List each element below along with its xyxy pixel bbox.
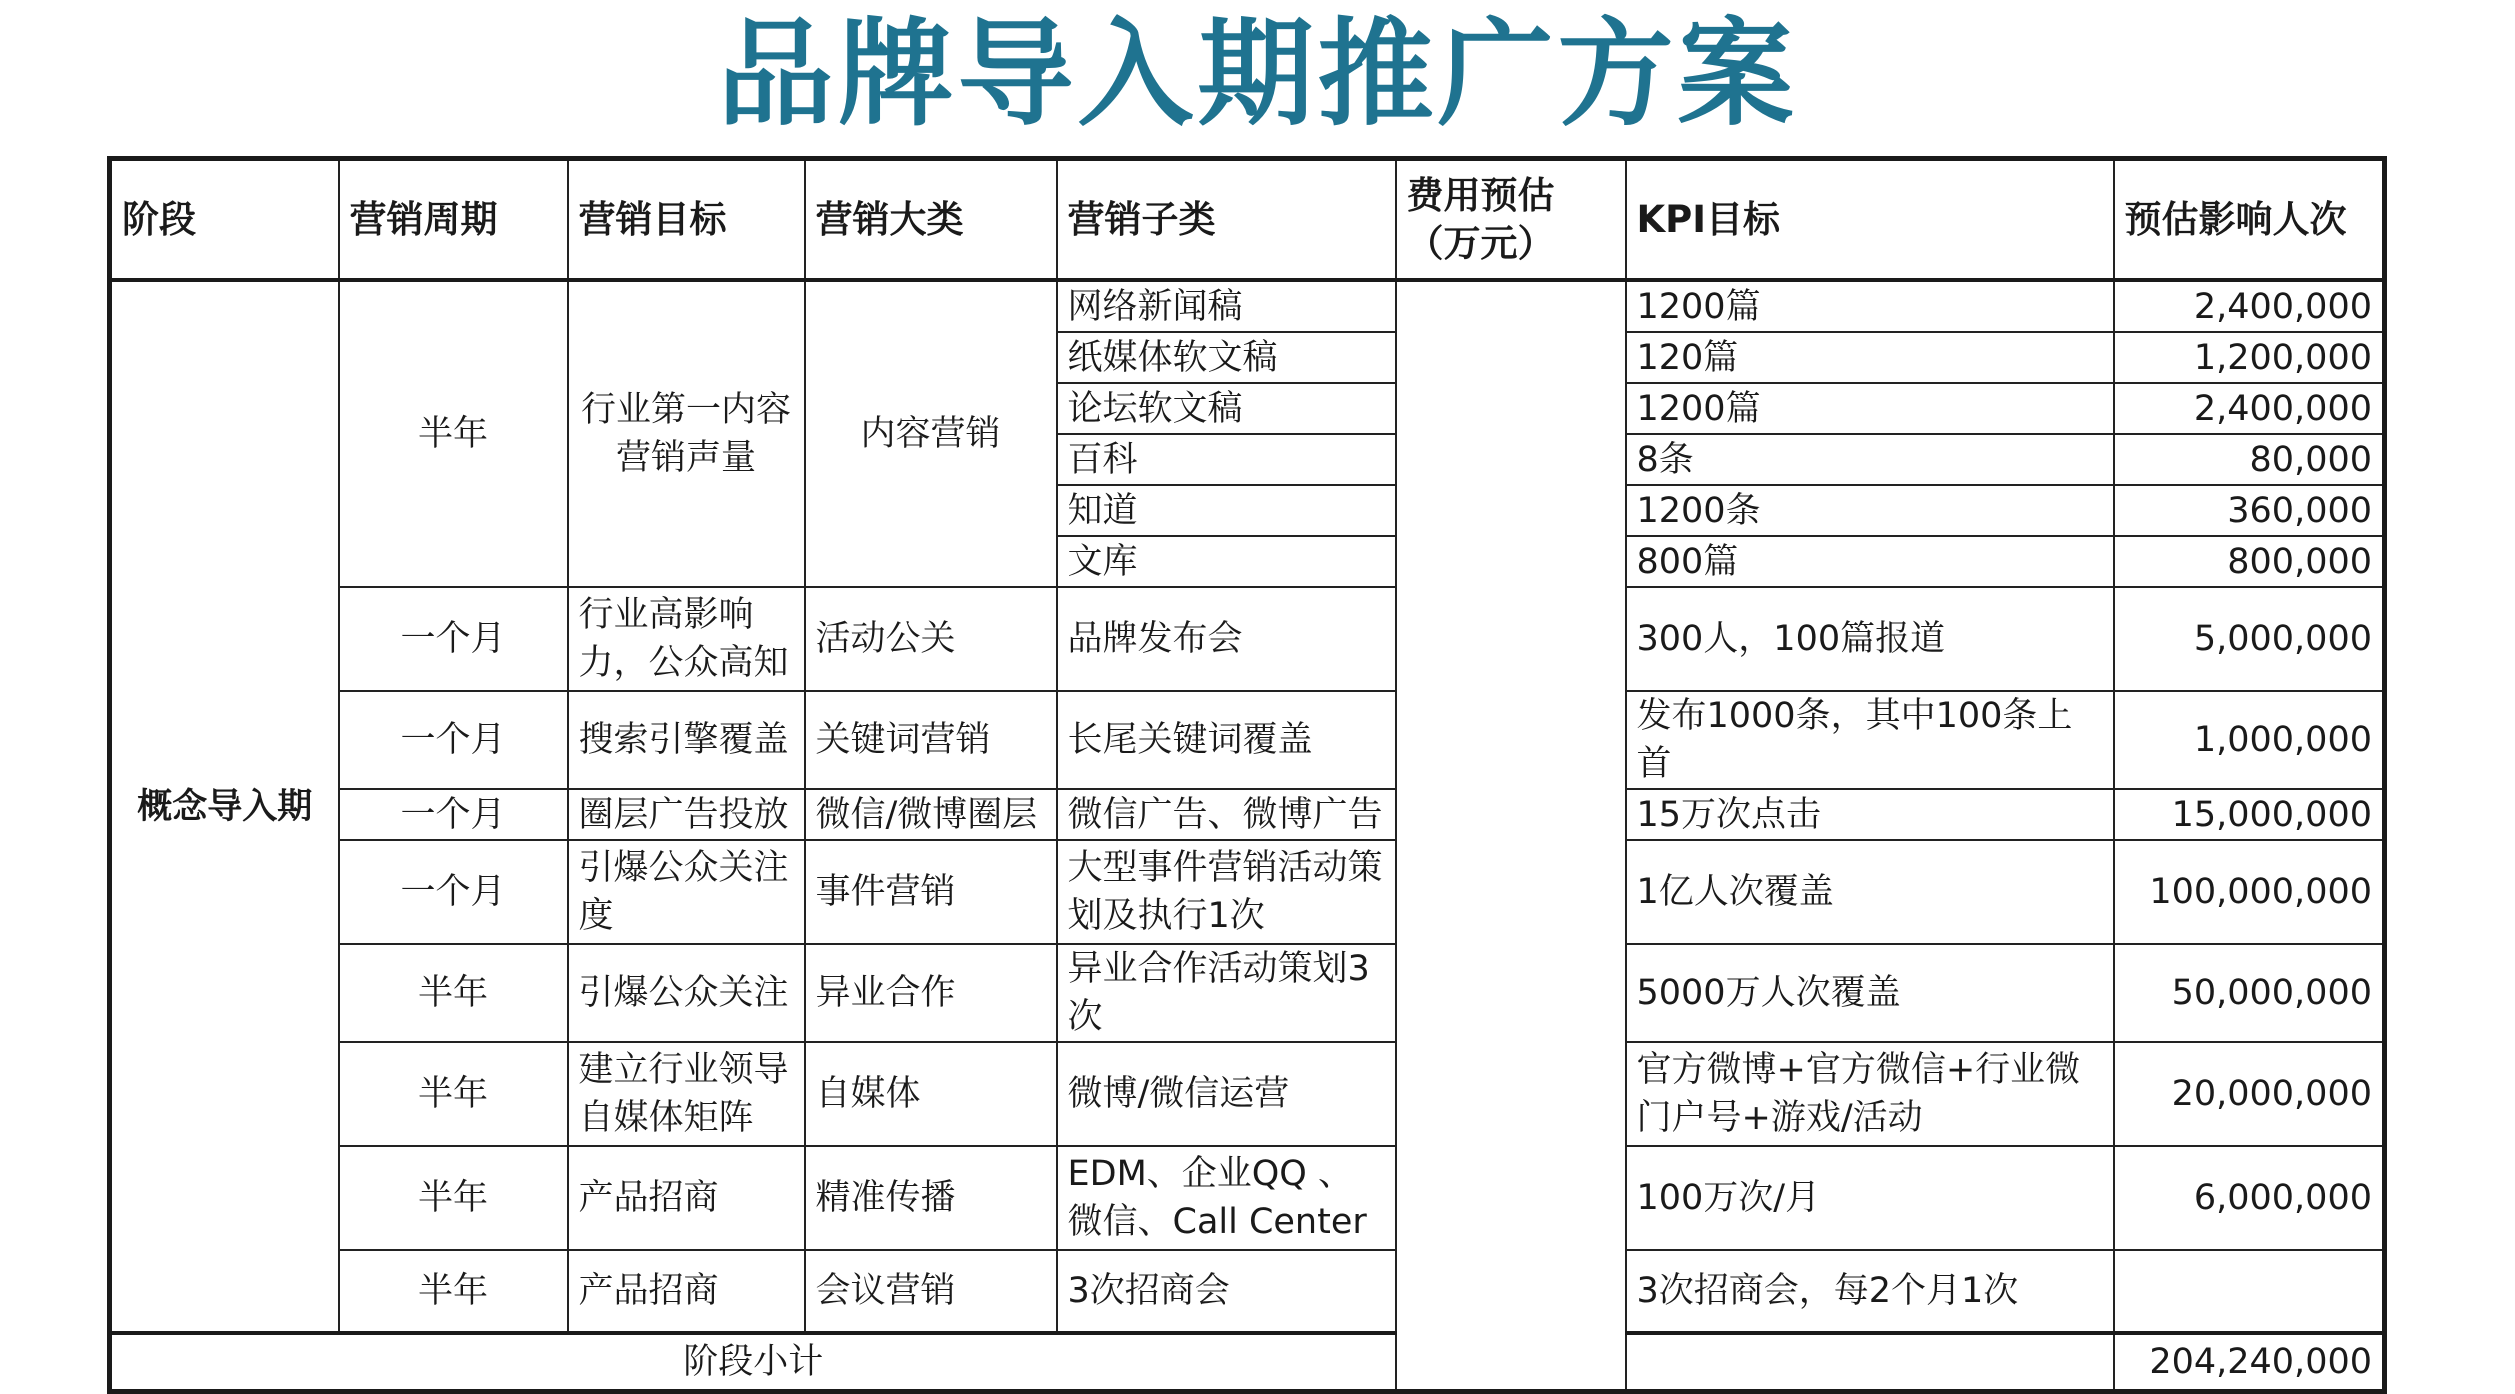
- table-row: [110, 1250, 2385, 1333]
- table-row: [110, 1146, 2385, 1250]
- reach-cell: 50,000,000: [2114, 944, 2385, 1042]
- table-row: [110, 691, 2385, 789]
- table-row: [110, 944, 2385, 1042]
- reach-cell: 15,000,000: [2114, 789, 2385, 840]
- subcategory-cell: 文库: [1057, 536, 1396, 587]
- period-cell: 半年: [339, 1146, 568, 1250]
- category-cell: 微信/微博圈层: [805, 789, 1057, 840]
- subtotal-kpi-cell: [1626, 1333, 2114, 1392]
- header-kpi: KPI目标: [1626, 159, 2114, 281]
- period-cell: 一个月: [339, 587, 568, 691]
- reach-cell: 2,400,000: [2114, 280, 2385, 332]
- promotion-plan-table: [107, 156, 2387, 1394]
- reach-cell: 100,000,000: [2114, 840, 2385, 944]
- kpi-cell: 8条: [1626, 434, 2114, 485]
- goal-cell: 行业第一内容营销声量: [568, 280, 805, 587]
- subtotal-row: [110, 1333, 2385, 1392]
- subcategory-cell: 知道: [1057, 485, 1396, 536]
- reach-cell: 1,000,000: [2114, 691, 2385, 789]
- header-cost-line2: （万元）: [1406, 221, 1555, 265]
- table-row: [110, 840, 2385, 944]
- goal-cell: 引爆公众关注: [568, 944, 805, 1042]
- header-cost-line1: 费用预估: [1406, 173, 1555, 217]
- subtotal-reach: 204,240,000: [2114, 1333, 2385, 1392]
- subcategory-cell: 长尾关键词覆盖: [1057, 691, 1396, 789]
- subcategory-cell: 3次招商会: [1057, 1250, 1396, 1333]
- header-stage: 阶段: [110, 159, 339, 281]
- category-cell: 异业合作: [805, 944, 1057, 1042]
- kpi-cell: 1200篇: [1626, 280, 2114, 332]
- subtotal-label: 阶段小计: [110, 1333, 1396, 1392]
- kpi-cell: 1200篇: [1626, 383, 2114, 434]
- subcategory-cell: 微信广告、微博广告: [1057, 789, 1396, 840]
- header-subcategory: 营销子类: [1057, 159, 1396, 281]
- reach-cell: 2,400,000: [2114, 383, 2385, 434]
- reach-cell: 80,000: [2114, 434, 2385, 485]
- period-cell: 半年: [339, 944, 568, 1042]
- subcategory-cell: 网络新闻稿: [1057, 280, 1396, 332]
- goal-cell: 引爆公众关注度: [568, 840, 805, 944]
- kpi-cell: 1亿人次覆盖: [1626, 840, 2114, 944]
- period-cell: 半年: [339, 1250, 568, 1333]
- header-period: 营销周期: [339, 159, 568, 281]
- category-cell: 自媒体: [805, 1042, 1057, 1146]
- subcategory-cell: 微博/微信运营: [1057, 1042, 1396, 1146]
- category-cell: 精准传播: [805, 1146, 1057, 1250]
- subcategory-cell: 论坛软文稿: [1057, 383, 1396, 434]
- reach-cell: 20,000,000: [2114, 1042, 2385, 1146]
- reach-cell: 5,000,000: [2114, 587, 2385, 691]
- kpi-cell: 发布1000条，其中100条上首: [1626, 691, 2114, 789]
- period-cell: 一个月: [339, 840, 568, 944]
- header-reach: 预估影响人次: [2114, 159, 2385, 281]
- subcategory-cell: 品牌发布会: [1057, 587, 1396, 691]
- header-category: 营销大类: [805, 159, 1057, 281]
- kpi-cell: 120篇: [1626, 332, 2114, 383]
- goal-cell: 搜索引擎覆盖: [568, 691, 805, 789]
- table-row: [110, 789, 2385, 840]
- goal-cell: 建立行业领导自媒体矩阵: [568, 1042, 805, 1146]
- period-cell: 一个月: [339, 789, 568, 840]
- kpi-cell: 15万次点击: [1626, 789, 2114, 840]
- period-cell: 半年: [339, 280, 568, 587]
- reach-cell: 6,000,000: [2114, 1146, 2385, 1250]
- category-cell: 活动公关: [805, 587, 1057, 691]
- reach-cell: 800,000: [2114, 536, 2385, 587]
- table-row: [110, 1042, 2385, 1146]
- cost-column: [1396, 280, 1626, 1392]
- reach-cell: [2114, 1250, 2385, 1333]
- reach-cell: 1,200,000: [2114, 332, 2385, 383]
- table-row: [110, 280, 2385, 332]
- subcategory-cell: EDM、企业QQ 、微信、Call Center: [1057, 1146, 1396, 1250]
- subcategory-cell: 纸媒体软文稿: [1057, 332, 1396, 383]
- page-title: 品牌导入期推广方案: [717, 7, 1798, 142]
- period-cell: 半年: [339, 1042, 568, 1146]
- stage-cell: 概念导入期: [110, 280, 339, 1333]
- category-cell: 内容营销: [805, 280, 1057, 587]
- goal-cell: 产品招商: [568, 1146, 805, 1250]
- subcategory-cell: 异业合作活动策划3次: [1057, 944, 1396, 1042]
- kpi-cell: 5000万人次覆盖: [1626, 944, 2114, 1042]
- category-cell: 关键词营销: [805, 691, 1057, 789]
- header-cost: [1396, 159, 1626, 281]
- subcategory-cell: 百科: [1057, 434, 1396, 485]
- kpi-cell: 官方微博+官方微信+行业微门户号+游戏/活动: [1626, 1042, 2114, 1146]
- kpi-cell: 100万次/月: [1626, 1146, 2114, 1250]
- header-goal: 营销目标: [568, 159, 805, 281]
- goal-cell: 行业高影响力，公众高知: [568, 587, 805, 691]
- kpi-cell: 300人，100篇报道: [1626, 587, 2114, 691]
- kpi-cell: 1200条: [1626, 485, 2114, 536]
- subcategory-cell: 大型事件营销活动策划及执行1次: [1057, 840, 1396, 944]
- kpi-cell: 3次招商会，每2个月1次: [1626, 1250, 2114, 1333]
- table-row: [110, 587, 2385, 691]
- goal-cell: 圈层广告投放: [568, 789, 805, 840]
- kpi-cell: 800篇: [1626, 536, 2114, 587]
- reach-cell: 360,000: [2114, 485, 2385, 536]
- goal-cell: 产品招商: [568, 1250, 805, 1333]
- period-cell: 一个月: [339, 691, 568, 789]
- category-cell: 事件营销: [805, 840, 1057, 944]
- header-row: [110, 159, 2385, 281]
- category-cell: 会议营销: [805, 1250, 1057, 1333]
